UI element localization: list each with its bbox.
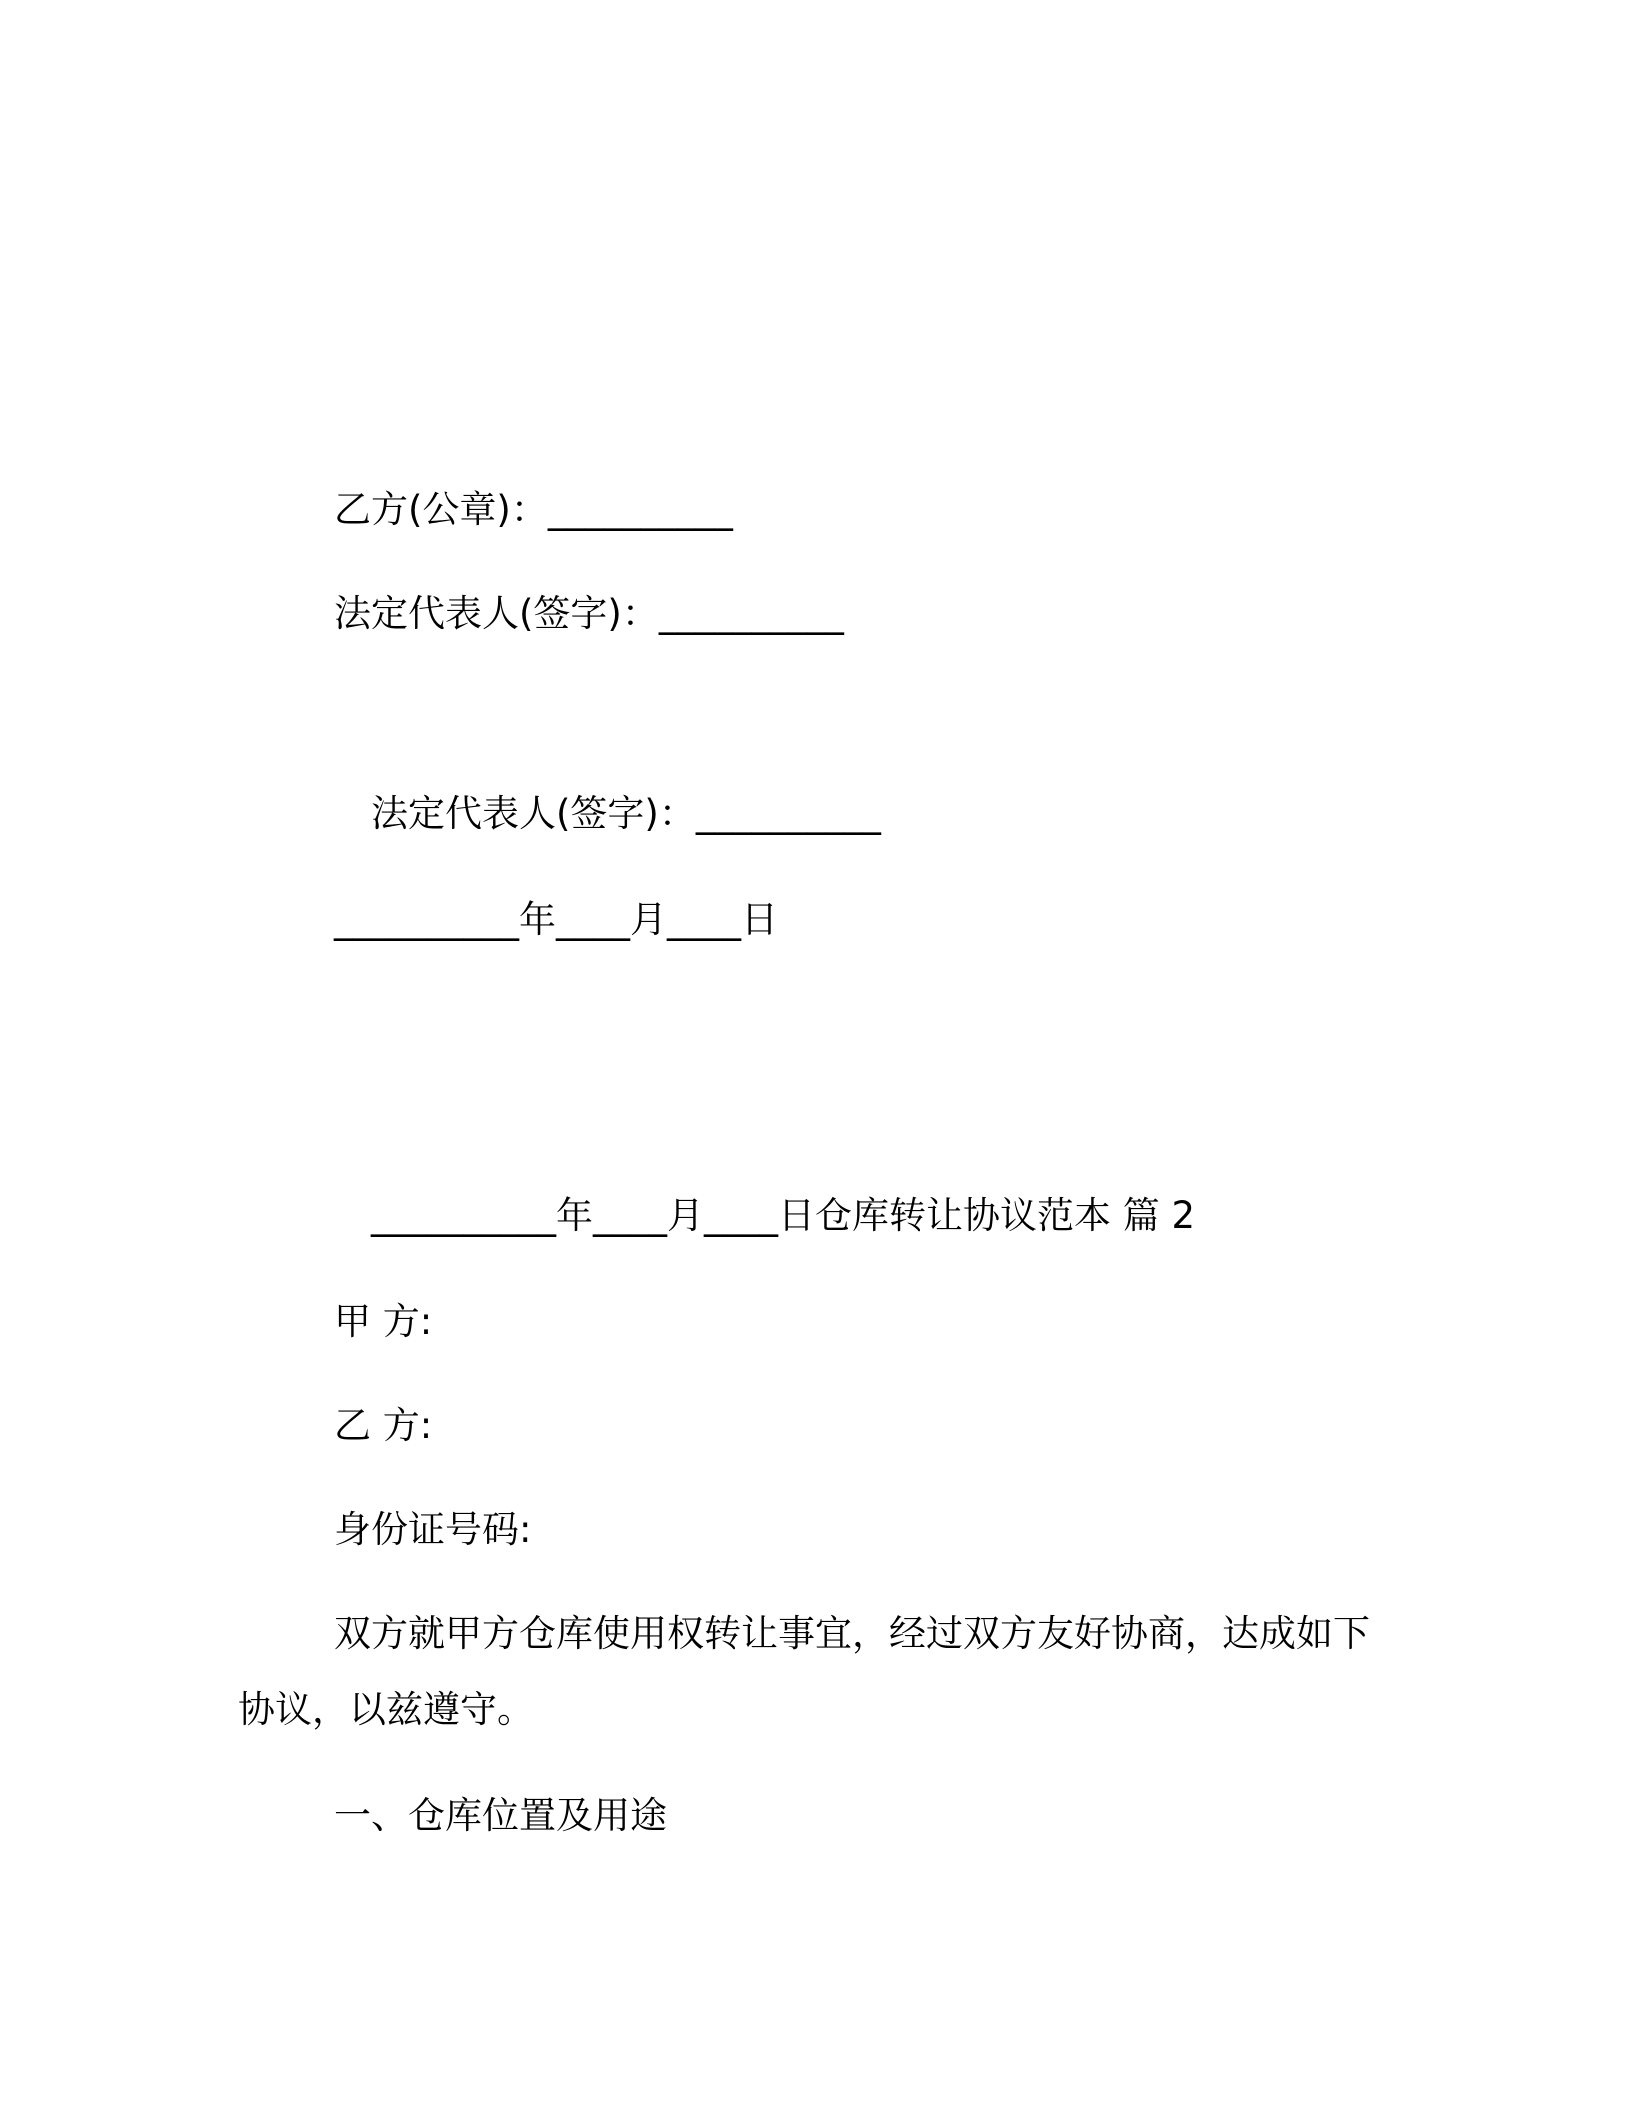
party-b-seal-line: 乙方(公章)：__________: [334, 488, 733, 531]
id-number-field: 身份证号码:: [334, 1508, 532, 1551]
intro-paragraph-line-2: 协议，以兹遵守。: [238, 1688, 534, 1731]
legal-representative-signature-line: 法定代表人(签字)：__________: [334, 592, 844, 635]
section-heading-1: 一、仓库位置及用途: [334, 1794, 667, 1837]
intro-paragraph-line-1: 双方就甲方仓库使用权转让事宜，经过双方友好协商，达成如下: [334, 1612, 1370, 1655]
party-a-field: 甲 方:: [334, 1300, 433, 1343]
legal-representative-signature-line-2: 法定代表人(签字)：__________: [371, 792, 881, 835]
party-b-field: 乙 方:: [334, 1404, 433, 1447]
agreement-title: __________年____月____日仓库转让协议范本 篇 2: [371, 1194, 1196, 1237]
signing-date-line: __________年____月____日: [334, 898, 778, 941]
